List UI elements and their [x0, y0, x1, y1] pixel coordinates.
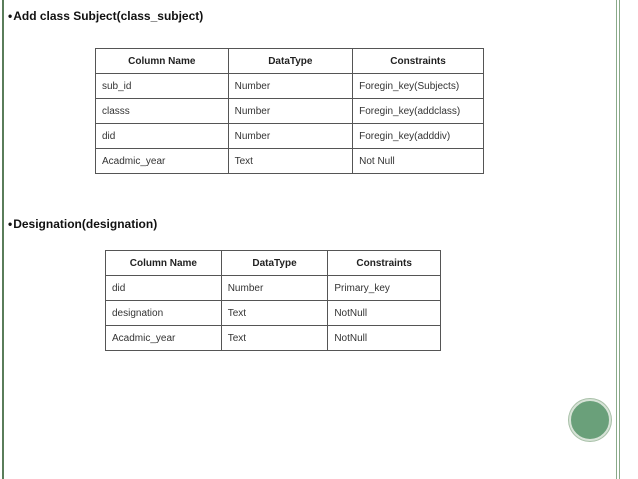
table-cell: sub_id [96, 74, 229, 99]
column-header: Column Name [106, 251, 222, 276]
table-row [106, 326, 441, 351]
table-row [106, 276, 441, 301]
slide-frame-left-line [2, 0, 4, 479]
table-cell: Not Null [353, 149, 484, 174]
table-row [106, 301, 441, 326]
table-cell: Primary_key [328, 276, 441, 301]
section-heading-class-subject [8, 9, 203, 23]
class-subject-table [95, 48, 484, 174]
designation-table [105, 250, 441, 351]
table-row [96, 124, 484, 149]
heading-text: Designation(designation) [13, 217, 158, 231]
table-cell: NotNull [328, 326, 441, 351]
table-cell: Text [221, 326, 328, 351]
table-header-row [106, 251, 441, 276]
section-heading-designation [8, 217, 157, 231]
table-cell: Foregin_key(adddiv) [353, 124, 484, 149]
table-header-row [96, 49, 484, 74]
bullet-icon: • [8, 217, 13, 231]
table-cell: Text [228, 149, 353, 174]
table-cell: Text [221, 301, 328, 326]
table-cell: NotNull [328, 301, 441, 326]
table-cell: Acadmic_year [96, 149, 229, 174]
column-header: Column Name [96, 49, 229, 74]
table-row [96, 99, 484, 124]
table-cell: Acadmic_year [106, 326, 222, 351]
column-header: Constraints [353, 49, 484, 74]
slide-frame-right-line [616, 0, 617, 479]
table-cell: Foregin_key(Subjects) [353, 74, 484, 99]
column-header: DataType [228, 49, 353, 74]
column-header: Constraints [328, 251, 441, 276]
decorative-circle-icon [569, 399, 611, 441]
table-cell: Number [228, 99, 353, 124]
table-cell: designation [106, 301, 222, 326]
table-cell: Number [228, 74, 353, 99]
table-cell: did [96, 124, 229, 149]
table-cell: Foregin_key(addclass) [353, 99, 484, 124]
column-header: DataType [221, 251, 328, 276]
table-cell: did [106, 276, 222, 301]
table-row [96, 149, 484, 174]
bullet-icon: • [8, 9, 13, 23]
table-cell: Number [221, 276, 328, 301]
heading-text: Add class Subject(class_subject) [13, 9, 204, 23]
table-cell: classs [96, 99, 229, 124]
slide-frame-right-line-inner [619, 0, 620, 479]
table-cell: Number [228, 124, 353, 149]
table-row [96, 74, 484, 99]
